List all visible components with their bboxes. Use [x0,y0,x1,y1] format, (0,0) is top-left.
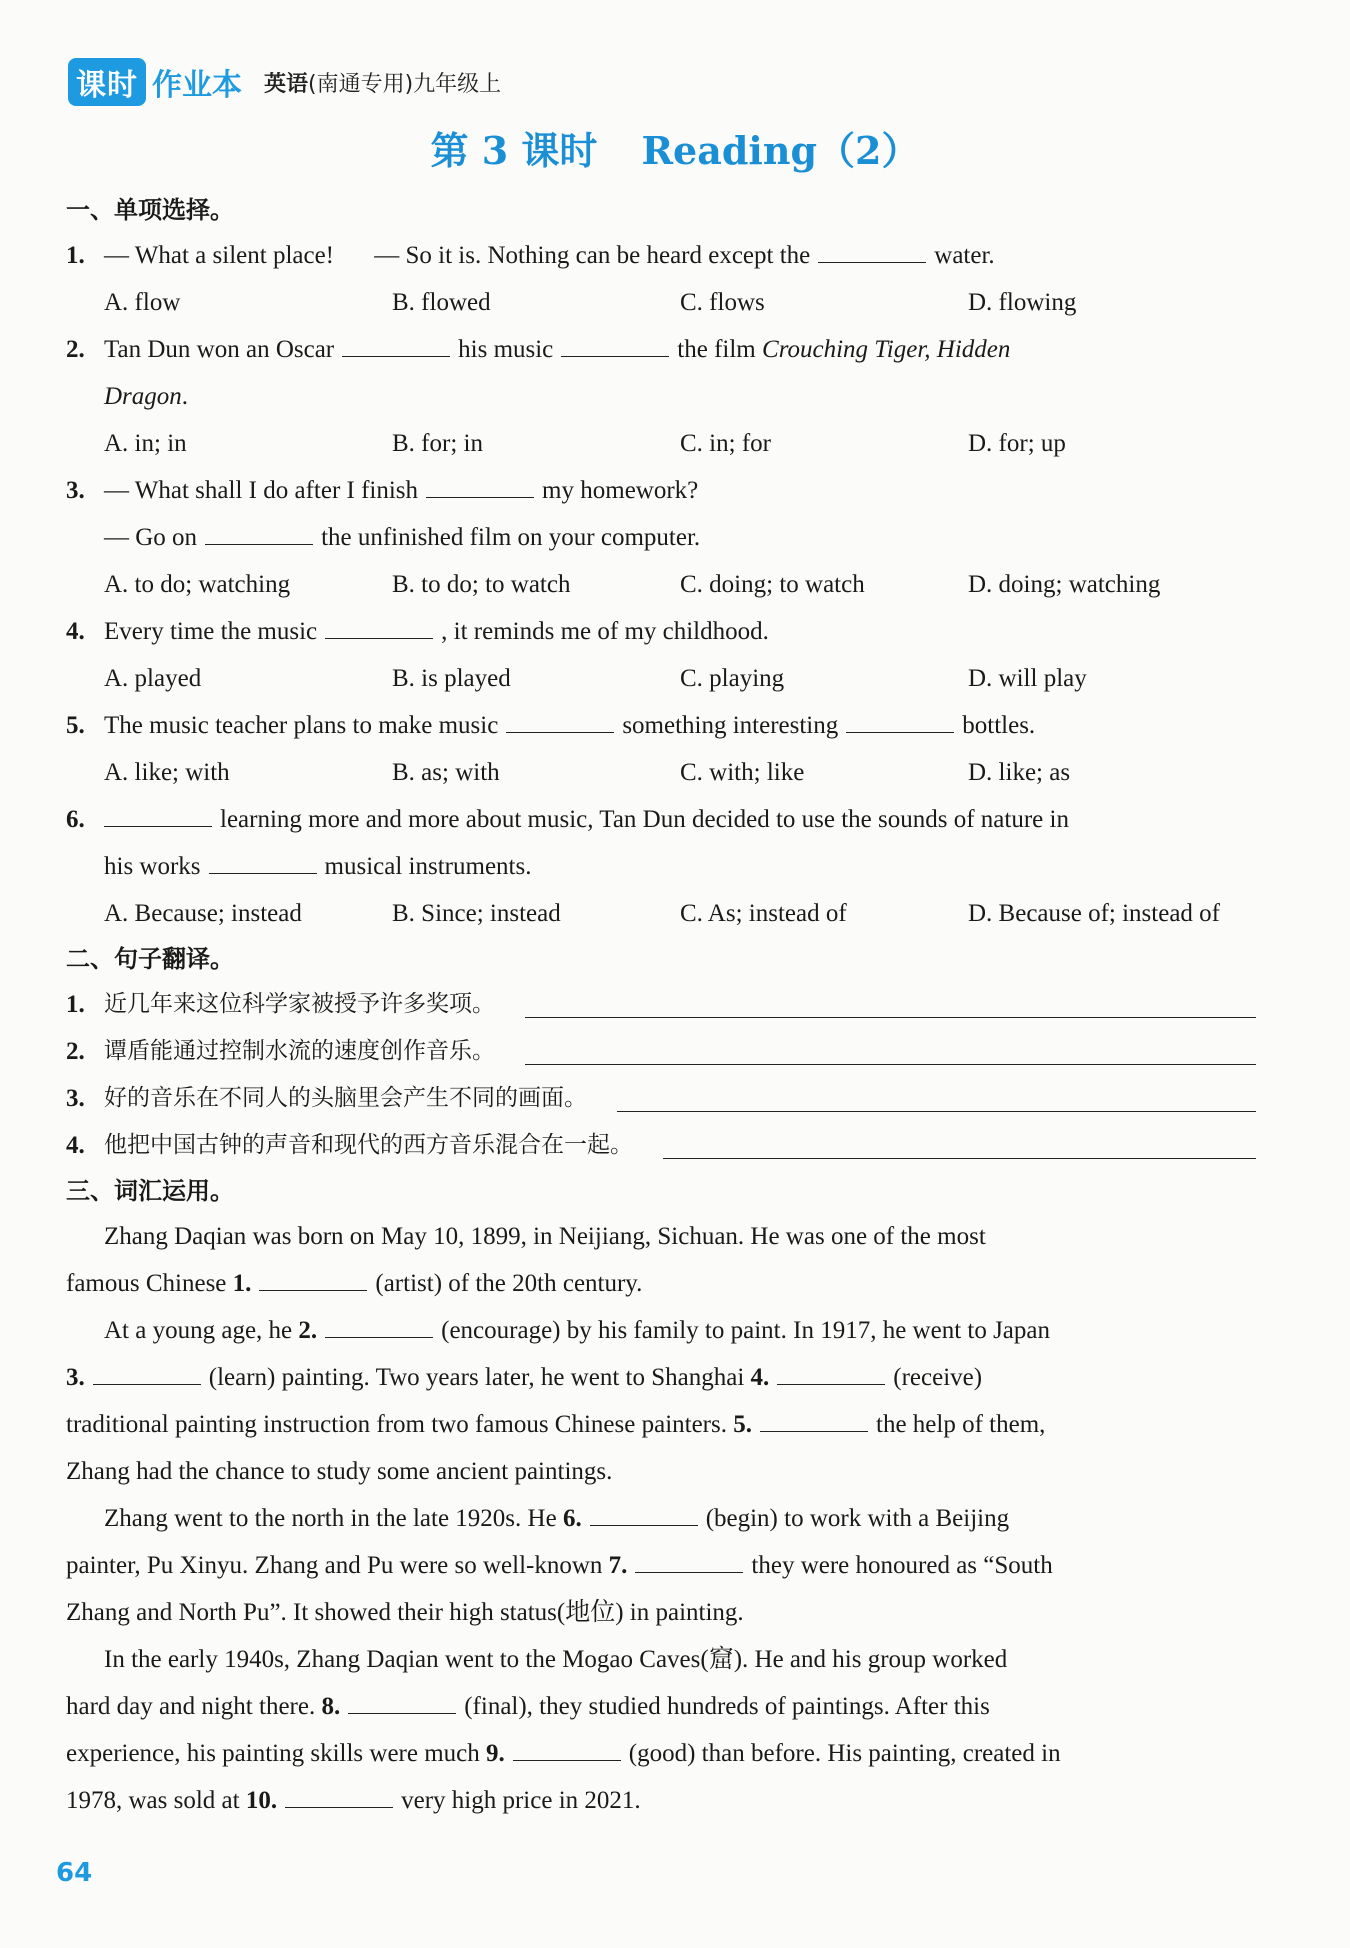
passage-text: experience, his painting skills were much [66,1740,480,1767]
q1-options [66,279,1256,326]
q4-text-b: , it reminds me of my childhood. [441,618,769,645]
answer-blank[interactable] [590,1499,698,1526]
option-c[interactable]: C. in; for [680,430,771,457]
answer-blank[interactable] [285,1781,393,1808]
passage-line: Zhang had the chance to study some ancient paintings. [66,1458,613,1485]
q4-options [66,655,1256,702]
passage-text: (receive) [893,1364,983,1391]
question-number: 4. [66,618,85,645]
translation-answer-line[interactable] [617,1087,1256,1112]
q5-options [66,749,1256,796]
passage-text: Zhang went to the north in the late 1920s. He [104,1505,557,1532]
option-c[interactable]: C. flows [680,289,765,316]
question-1 [66,232,1256,279]
option-c[interactable]: C. As; instead of [680,900,847,927]
passage-text: (good) than before. His painting, created in [628,1740,1061,1767]
answer-blank[interactable] [506,706,614,733]
book-logo [68,58,242,106]
blank-number: 10. [245,1787,278,1814]
translation-answer-line[interactable] [525,993,1256,1018]
q1-speaker-b: — So it is. Nothing can be heard except the [374,242,811,269]
passage-line [66,1683,1256,1730]
option-b[interactable]: B. is played [392,665,511,692]
topic-label: Reading（2） [641,128,920,173]
passage-line [66,1260,1256,1307]
worksheet-content [66,188,1256,1824]
q1-speaker-a: — What a silent place! [104,242,335,269]
option-c[interactable]: C. doing; to watch [680,571,865,598]
passage-text: 1978, was sold at [66,1787,240,1814]
item-number: 2. [66,1038,85,1065]
answer-blank[interactable] [342,330,450,357]
blank-number: 9. [486,1740,505,1767]
translation-prompt: 好的音乐在不同人的头脑里会产生不同的画面。 [104,1085,587,1111]
edition-label: (南通专用)九年级上 [308,71,502,97]
q3-text-c: — Go on [104,524,198,551]
q5-text-b: something interesting [622,712,839,739]
answer-blank[interactable] [426,471,534,498]
passage-text: painter, Pu Xinyu. Zhang and Pu were so well-known [66,1552,603,1579]
answer-blank[interactable] [325,1311,433,1338]
question-4 [66,608,1256,655]
question-3-reply [66,514,1256,561]
option-c[interactable]: C. with; like [680,759,805,786]
translation-item-3 [66,1075,1256,1122]
passage-text: At a young age, he [104,1317,293,1344]
blank-number: 2. [298,1317,318,1344]
passage-line [66,1777,1256,1824]
q2-text-a: Tan Dun won an Oscar [104,336,335,363]
section-3-heading: 三、词汇运用。 [66,1177,234,1205]
film-title: Crouching Tiger, Hidden [762,336,1011,363]
passage-text: hard day and night there. [66,1693,316,1720]
translation-prompt: 近几年来这位科学家被授予许多奖项。 [104,991,495,1017]
option-a[interactable]: A. like; with [104,759,230,786]
answer-blank[interactable] [325,612,433,639]
answer-blank[interactable] [93,1358,201,1385]
question-number: 5. [66,712,85,739]
answer-blank[interactable] [561,330,669,357]
answer-blank[interactable] [760,1405,868,1432]
translation-item-1 [66,981,1256,1028]
blank-number: 7. [608,1552,628,1579]
q3-text-d: the unfinished film on your computer. [321,524,701,551]
translation-answer-line[interactable] [663,1134,1256,1159]
option-b[interactable]: B. as; with [392,759,500,786]
option-a[interactable]: A. to do; watching [104,571,291,598]
q6-text-c: musical instruments. [324,853,532,880]
question-6-cont [66,843,1256,890]
passage-line [66,1354,1256,1401]
translation-item-2 [66,1028,1256,1075]
q5-text-c: bottles. [962,712,1036,739]
q2-options [66,420,1256,467]
q4-text-a: Every time the music [104,618,318,645]
passage-line: Zhang Daqian was born on May 10, 1899, in Neijiang, Sichuan. He was one of the most [104,1223,986,1250]
option-b[interactable]: B. flowed [392,289,491,316]
answer-blank[interactable] [209,847,317,874]
blank-number: 3. [66,1364,85,1391]
option-d[interactable]: D. will play [968,665,1087,692]
option-d[interactable]: D. like; as [968,759,1071,786]
answer-blank[interactable] [348,1687,456,1714]
book-subtitle [264,67,501,98]
answer-blank[interactable] [846,706,954,733]
answer-blank[interactable] [205,518,313,545]
q6-options [66,890,1256,937]
film-title-cont: Dragon [104,383,182,410]
blank-number: 8. [321,1693,341,1720]
question-5 [66,702,1256,749]
passage-line [66,1542,1256,1589]
answer-blank[interactable] [104,800,212,827]
option-d[interactable]: D. Because of; instead of [968,900,1221,927]
option-d[interactable]: D. doing; watching [968,571,1161,598]
answer-blank[interactable] [513,1734,621,1761]
passage-line [66,1495,1256,1542]
option-a[interactable]: A. in; in [104,430,187,457]
translation-prompt: 谭盾能通过控制水流的速度创作音乐。 [104,1038,495,1064]
item-number: 3. [66,1085,85,1112]
option-d[interactable]: D. flowing [968,289,1077,316]
passage-line: Zhang and North Pu”. It showed their high status(地位) in painting. [66,1599,744,1626]
passage-text: (learn) painting. Two years later, he went to Shanghai [208,1364,745,1391]
passage-line: In the early 1940s, Zhang Daqian went to the Mogao Caves(窟). He and his group worked [104,1646,1008,1673]
question-3 [66,467,1256,514]
passage-text: (artist) of the 20th century. [375,1270,643,1297]
passage-text: they were honoured as “South [751,1552,1053,1579]
answer-blank[interactable] [259,1264,367,1291]
q6-text-b: his works [104,853,201,880]
option-d[interactable]: D. for; up [968,430,1066,457]
translation-item-4 [66,1122,1256,1169]
passage-text: (begin) to work with a Beijing [705,1505,1010,1532]
q2-text-c: the film [677,336,756,363]
blank-number: 5. [733,1411,752,1438]
passage-text: traditional painting instruction from two famous Chinese painters. [66,1411,727,1438]
lesson-label: 第 3 课时 [430,128,598,173]
passage-line [66,1401,1256,1448]
option-c[interactable]: C. playing [680,665,785,692]
q2-end: . [181,383,189,410]
answer-blank[interactable] [635,1546,743,1573]
question-2-cont [66,373,1256,420]
passage-text: the help of them, [876,1411,1046,1438]
q3-text-a: — What shall I do after I finish [104,477,419,504]
section-2-heading: 二、句子翻译。 [66,945,234,973]
q5-text-a: The music teacher plans to make music [104,712,499,739]
logo-keshi: 课时 [68,58,146,106]
blank-number: 1. [232,1270,252,1297]
question-2 [66,326,1256,373]
answer-blank[interactable] [818,236,926,263]
option-a[interactable]: A. Because; instead [104,900,302,927]
q6-text-a: learning more and more about music, Tan Dun decided to use the sounds of nature in [220,806,1069,833]
option-b[interactable]: B. to do; to watch [392,571,571,598]
option-a[interactable]: A. played [104,665,202,692]
passage-text: (encourage) by his family to paint. In 1917, he went to Japan [441,1317,1051,1344]
book-header [68,58,501,106]
logo-zuoyeben: 作业本 [152,68,242,103]
passage-text: very high price in 2021. [401,1787,641,1814]
question-6 [66,796,1256,843]
q3-options [66,561,1256,608]
answer-blank[interactable] [777,1358,885,1385]
translation-answer-line[interactable] [525,1040,1256,1065]
item-number: 4. [66,1132,85,1159]
passage-line [66,1730,1256,1777]
option-a[interactable]: A. flow [104,289,181,316]
page-title [0,120,1350,175]
passage-line [66,1307,1256,1354]
option-b[interactable]: B. for; in [392,430,483,457]
q2-text-b: his music [458,336,554,363]
option-b[interactable]: B. Since; instead [392,900,561,927]
passage-text: famous Chinese [66,1270,227,1297]
section-1-heading: 一、单项选择。 [66,196,234,224]
question-number: 2. [66,336,85,363]
question-number: 6. [66,806,85,833]
blank-number: 4. [750,1364,770,1391]
page-number: 64 [56,1858,93,1888]
item-number: 1. [66,991,85,1018]
passage-text: (final), they studied hundreds of paintings. After this [464,1693,990,1720]
blank-number: 6. [562,1505,582,1532]
translation-prompt: 他把中国古钟的声音和现代的西方音乐混合在一起。 [104,1132,633,1158]
subject-label: 英语 [264,71,309,97]
q1-end: water. [934,242,995,269]
question-number: 1. [66,242,85,269]
q3-text-b: my homework? [542,477,699,504]
question-number: 3. [66,477,85,504]
